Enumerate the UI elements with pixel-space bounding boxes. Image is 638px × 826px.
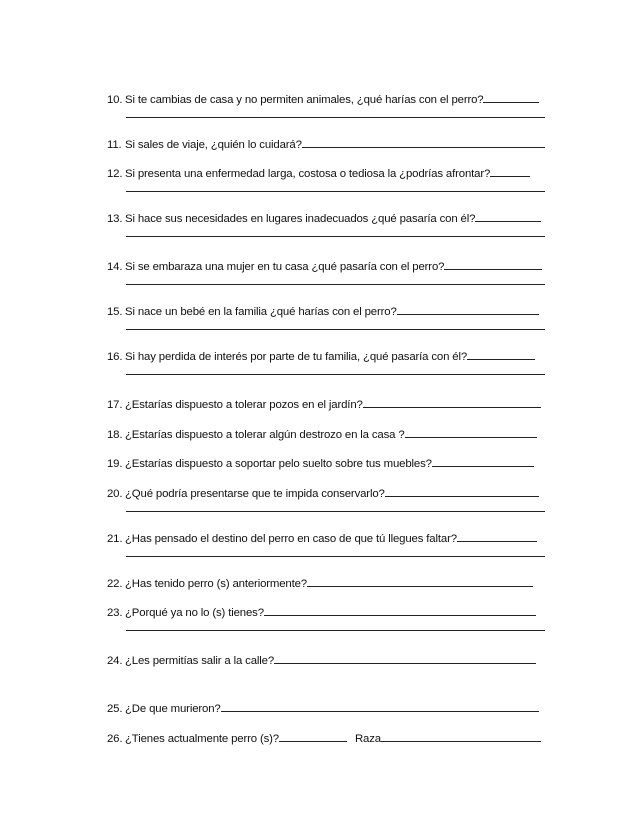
question-21 bbox=[107, 531, 552, 546]
question-text: Si se embaraza una mujer en tu casa ¿qué pasaría con el perro? bbox=[125, 261, 445, 273]
question-number: 14. bbox=[107, 261, 123, 273]
answer-line[interactable] bbox=[126, 374, 545, 375]
question-14 bbox=[107, 259, 552, 274]
question-13 bbox=[107, 211, 552, 226]
question-text: ¿Has pensado el destino del perro en caso de que tú llegues faltar? bbox=[125, 533, 457, 545]
breed-label: Raza bbox=[354, 733, 381, 745]
answer-blank[interactable] bbox=[397, 304, 539, 315]
question-number: 21. bbox=[107, 533, 123, 545]
question-11 bbox=[107, 137, 552, 152]
question-number: 15. bbox=[107, 306, 123, 318]
answer-blank[interactable] bbox=[444, 259, 542, 270]
breed-blank[interactable] bbox=[381, 731, 541, 742]
question-text: Si hace sus necesidades en lugares inadecuados ¿qué pasaría con él? bbox=[125, 213, 476, 225]
question-number: 24. bbox=[107, 655, 123, 667]
answer-blank[interactable] bbox=[483, 92, 539, 103]
answer-blank[interactable] bbox=[405, 427, 537, 438]
question-16 bbox=[107, 349, 552, 364]
answer-blank[interactable] bbox=[475, 211, 541, 222]
question-text: ¿Estarías dispuesto a tolerar pozos en el jardín? bbox=[125, 399, 363, 411]
answer-line[interactable] bbox=[126, 117, 545, 118]
answer-blank[interactable] bbox=[457, 531, 537, 542]
answer-blank[interactable] bbox=[363, 397, 541, 408]
question-number: 26. bbox=[107, 733, 123, 745]
question-number: 23. bbox=[107, 607, 123, 619]
question-number: 11. bbox=[107, 139, 122, 151]
question-text: Si te cambias de casa y no permiten animales, ¿qué harías con el perro? bbox=[125, 94, 484, 106]
question-19 bbox=[107, 456, 552, 471]
question-number: 13. bbox=[107, 213, 123, 225]
question-22 bbox=[107, 576, 552, 591]
question-number: 22. bbox=[107, 578, 123, 590]
question-text: Si sales de viaje, ¿quién lo cuidará? bbox=[125, 139, 302, 151]
answer-blank[interactable] bbox=[221, 701, 539, 712]
question-number: 17. bbox=[107, 399, 123, 411]
answer-line[interactable] bbox=[126, 511, 545, 512]
answer-blank[interactable] bbox=[307, 576, 533, 587]
answer-line[interactable] bbox=[126, 329, 545, 330]
answer-line[interactable] bbox=[126, 284, 545, 285]
question-number: 12. bbox=[107, 168, 123, 180]
question-text: Si hay perdida de interés por parte de tu familia, ¿qué pasaría con él? bbox=[125, 351, 468, 363]
answer-blank[interactable] bbox=[385, 486, 539, 497]
question-number: 18. bbox=[107, 429, 123, 441]
answer-blank[interactable] bbox=[490, 166, 530, 177]
question-text: ¿Tienes actualmente perro (s)? bbox=[125, 733, 279, 745]
question-17 bbox=[107, 397, 552, 412]
answer-blank[interactable] bbox=[264, 605, 536, 616]
answer-blank[interactable] bbox=[467, 349, 535, 360]
question-text: ¿De que murieron? bbox=[125, 703, 221, 715]
question-text: ¿Qué podría presentarse que te impida conservarlo? bbox=[125, 488, 385, 500]
question-text: ¿Estarías dispuesto a soportar pelo suelto sobre tus muebles? bbox=[125, 458, 432, 470]
answer-line[interactable] bbox=[126, 630, 545, 631]
answer-line[interactable] bbox=[126, 191, 545, 192]
answer-blank[interactable] bbox=[279, 731, 347, 742]
question-24 bbox=[107, 653, 552, 668]
question-25 bbox=[107, 701, 552, 716]
answer-blank[interactable] bbox=[302, 137, 545, 148]
question-15 bbox=[107, 304, 552, 319]
question-number: 25. bbox=[107, 703, 123, 715]
question-number: 16. bbox=[107, 351, 123, 363]
question-10 bbox=[107, 92, 552, 107]
question-text: ¿Porqué ya no lo (s) tienes? bbox=[125, 607, 264, 619]
question-18 bbox=[107, 427, 552, 442]
question-number: 19. bbox=[107, 458, 123, 470]
question-text: ¿Has tenido perro (s) anteriormente? bbox=[125, 578, 307, 590]
question-text: ¿Estarías dispuesto a tolerar algún destrozo en la casa ? bbox=[125, 429, 405, 441]
question-12 bbox=[107, 166, 552, 181]
question-text: Si nace un bebé en la familia ¿qué harías con el perro? bbox=[125, 306, 397, 318]
answer-line[interactable] bbox=[126, 556, 545, 557]
question-20 bbox=[107, 486, 552, 501]
question-text: ¿Les permitías salir a la calle? bbox=[125, 655, 275, 667]
answer-blank[interactable] bbox=[274, 653, 536, 664]
question-23 bbox=[107, 605, 552, 620]
question-number: 10. bbox=[107, 94, 123, 106]
answer-line[interactable] bbox=[126, 236, 545, 237]
question-text: Si presenta una enfermedad larga, costosa o tediosa la ¿podrías afrontar? bbox=[125, 168, 491, 180]
question-number: 20. bbox=[107, 488, 123, 500]
question-26 bbox=[107, 731, 552, 746]
answer-blank[interactable] bbox=[432, 456, 534, 467]
